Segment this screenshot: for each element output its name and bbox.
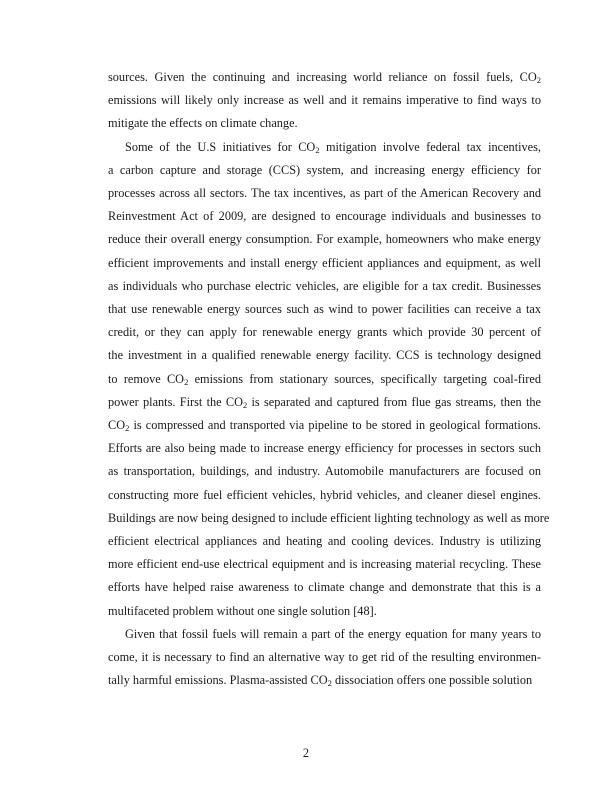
text-line: more efficient end-use electrical equipment and is increasing material recycling. These — [108, 557, 541, 572]
page-number: 2 — [302, 746, 310, 760]
text-line: efficient electrical appliances and heating and cooling devices. Industry is utilizing — [108, 534, 541, 549]
text-line: the investment in a qualified renewable energy facility. CCS is technology designed — [108, 348, 541, 363]
text-line: multifaceted problem without one single solution [48]. — [108, 603, 377, 618]
text-line: come, it is necessary to find an alternative way to get rid of the resulting environmen- — [108, 650, 541, 665]
text-line: efforts have helped raise awareness to climate change and demonstrate that this is a — [108, 580, 541, 595]
body-text — [108, 66, 550, 692]
text-line: that use renewable energy sources such as wind to power facilities can receive a tax — [108, 302, 541, 317]
text-line: as transportation, buildings, and industry. Automobile manufacturers are focused on — [108, 464, 541, 479]
text-line: emissions will likely only increase as well and it remains imperative to find ways to — [108, 93, 541, 108]
text-line: mitigate the effects on climate change. — [108, 116, 298, 131]
co2-subscript: 2 — [315, 144, 320, 155]
text-line: to remove $CO_2$ emissions from stationary sources, specifically targeting coal-fired — [108, 371, 541, 387]
co2-subscript: 2 — [327, 678, 332, 689]
paragraph-continuation — [108, 66, 541, 136]
text-line: credit, or they can apply for renewable energy grants which provide 30 percent of — [108, 325, 541, 340]
text-line: tally harmful emissions. Plasma-assisted $CO_2$ dissociation offers one possible solution — [108, 673, 533, 689]
text-line: as individuals who purchase electric vehicles, are eligible for a tax credit. Businesses — [108, 278, 541, 293]
text-line: Some of the U.S initiatives for $CO_2$ mitigation involve federal tax incentives, — [125, 139, 542, 155]
text-line: Buildings are now being designed to include efficient lighting technology as well as more — [108, 510, 550, 525]
co2-subscript: 2 — [536, 75, 541, 85]
co2-subscript: 2 — [184, 376, 189, 387]
paragraph-fossil-fuels — [108, 623, 541, 693]
paragraph-us-initiatives — [108, 136, 550, 623]
text-line: Reinvestment Act of 2009, are designed to encourage individuals and businesses to — [108, 209, 541, 224]
text-line: constructing more fuel efficient vehicles, hybrid vehicles, and cleaner diesel engines. — [108, 487, 541, 502]
text-line: efficient improvements and install energy efficient appliances and equipment, as well — [108, 255, 541, 270]
co2-subscript: 2 — [242, 399, 248, 410]
text-line: processes across all sectors. The tax incentives, as part of the American Recovery and — [108, 186, 541, 201]
text-line: power plants. First the $CO_2$ is separated and captured from flue gas streams, then the — [108, 394, 541, 410]
co2-subscript: 2 — [125, 423, 130, 434]
text-line: $CO_2$ is compressed and transported via pipeline to be stored in geological formations. — [108, 418, 541, 434]
text-line: Given that fossil fuels will remain a part of the energy equation for many years to — [125, 626, 541, 641]
text-line: reduce their overall energy consumption. For example, homeowners who make energy — [108, 232, 541, 247]
text-line: Efforts are also being made to increase energy efficiency for processes in sectors such — [108, 441, 541, 456]
text-line: a carbon capture and storage (CCS) system, and increasing energy efficiency for — [108, 162, 541, 177]
text-line: sources. Given the continuing and increasing world reliance on fossil fuels, $CO_2$ — [108, 70, 541, 85]
